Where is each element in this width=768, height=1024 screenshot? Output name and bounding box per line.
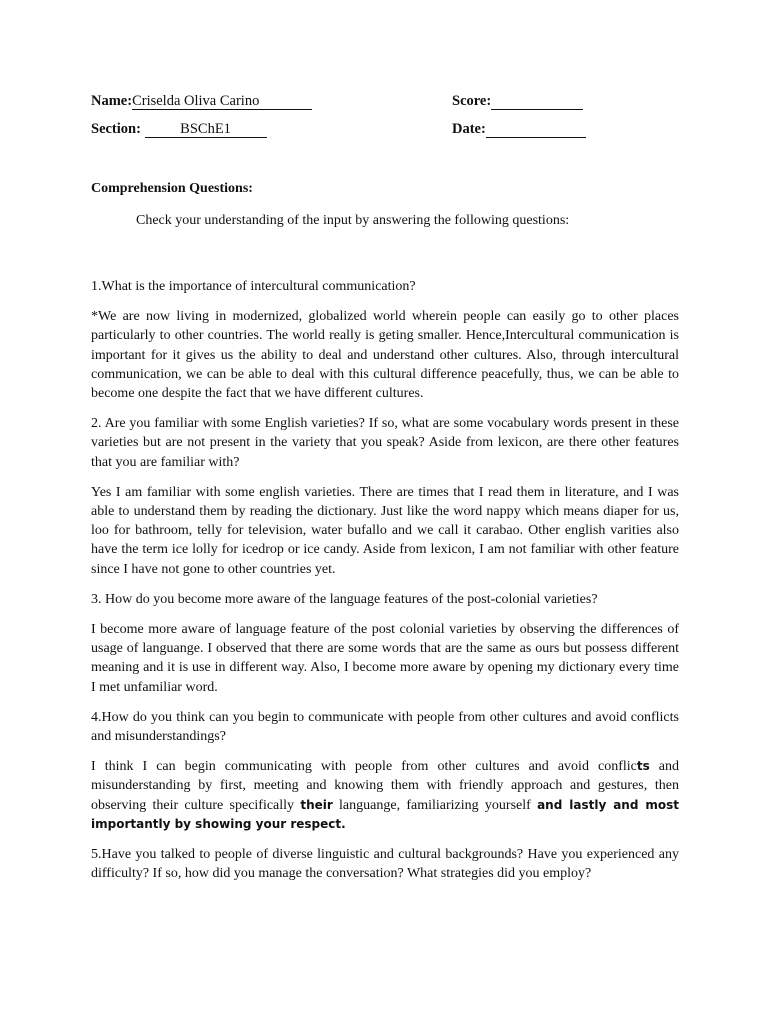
question-2: 2. Are you familiar with some English varieties? If so, what are some vocabulary words present in these varieties but are not present in the variety that you speak? Aside from lexicon, are there other features that you are familiar with? bbox=[91, 416, 679, 470]
answer-4-part-3: and misunderstanding by first, meeting and knowing them with friendly approach and gestures, then observing their culture specifically bbox=[91, 759, 679, 813]
section-heading: Comprehension Questions: bbox=[91, 181, 253, 196]
answer-4 bbox=[91, 757, 679, 834]
date-label: Date: bbox=[452, 121, 486, 137]
answer-3: I become more aware of language feature of the post colonial varieties by observing the differences of usage of languange. I observed that there are some words that are the same as ours but possess different meaning and it is use in different way. Also, I become more aware by opening my dictionary every time I met unfamiliar word. bbox=[91, 622, 679, 695]
answer-4-part-2: ts bbox=[636, 759, 650, 774]
answer-4-part-1: I think I can begin communicating with people from other cultures and avoid conflic bbox=[91, 759, 637, 775]
score-field bbox=[491, 93, 583, 110]
answer-4-part-5: languange, familiarizing yourself bbox=[332, 797, 538, 813]
question-3: 3. How do you become more aware of the language features of the post-colonial varieties? bbox=[91, 591, 598, 607]
date-field bbox=[486, 121, 586, 138]
section-field: BSChE1 bbox=[145, 121, 267, 138]
instruction-text: Check your understanding of the input by answering the following questions: bbox=[136, 213, 570, 228]
answer-1: *We are now living in modernized, globalized world wherein people can easily go to other places particularly to other countries. The world really is geting smaller. Hence,Intercultural communication is important for it gives us the ability to deal and understand other cultures. Also, through intercultural communication, we can be able to deal with this cultural difference peacefully, thus, we can be able to become one despite the fact that we have different cultures. bbox=[91, 309, 679, 402]
name-field: Criselda Oliva Carino bbox=[132, 93, 312, 110]
section-row bbox=[91, 121, 267, 138]
name-label: Name: bbox=[91, 93, 133, 109]
answer-4-part-6: and lastly and most importantly by showing your respect. bbox=[91, 797, 680, 831]
answer-4-part-4: their bbox=[300, 797, 333, 812]
name-row bbox=[91, 93, 312, 110]
section-label: Section: bbox=[91, 121, 141, 137]
questions-body bbox=[91, 277, 679, 894]
date-row bbox=[452, 121, 586, 138]
question-1: 1.What is the importance of intercultural communication? bbox=[91, 279, 416, 294]
score-row bbox=[452, 93, 583, 110]
question-4: 4.How do you think can you begin to communicate with people from other cultures and avoid conflicts and misunderstandings? bbox=[91, 709, 679, 745]
score-label: Score: bbox=[452, 93, 492, 109]
question-5: 5.Have you talked to people of diverse linguistic and cultural backgrounds? Have you experienced any difficulty? If so, how did you manage the conversation? What strategies did you employ? bbox=[91, 847, 679, 882]
answer-2: Yes I am familiar with some english varieties. There are times that I read them in literature, and I was able to understand them by reading the dictionary. Just like the word nappy which means diaper for us, loo for bathroom, telly for television, water bufallo and we call it carabao. Other english varities also have the term ice lolly for icedrop or ice candy. Aside from lexicon, I am not familiar with other feature since I have not gone to other countries yet. bbox=[91, 484, 679, 577]
